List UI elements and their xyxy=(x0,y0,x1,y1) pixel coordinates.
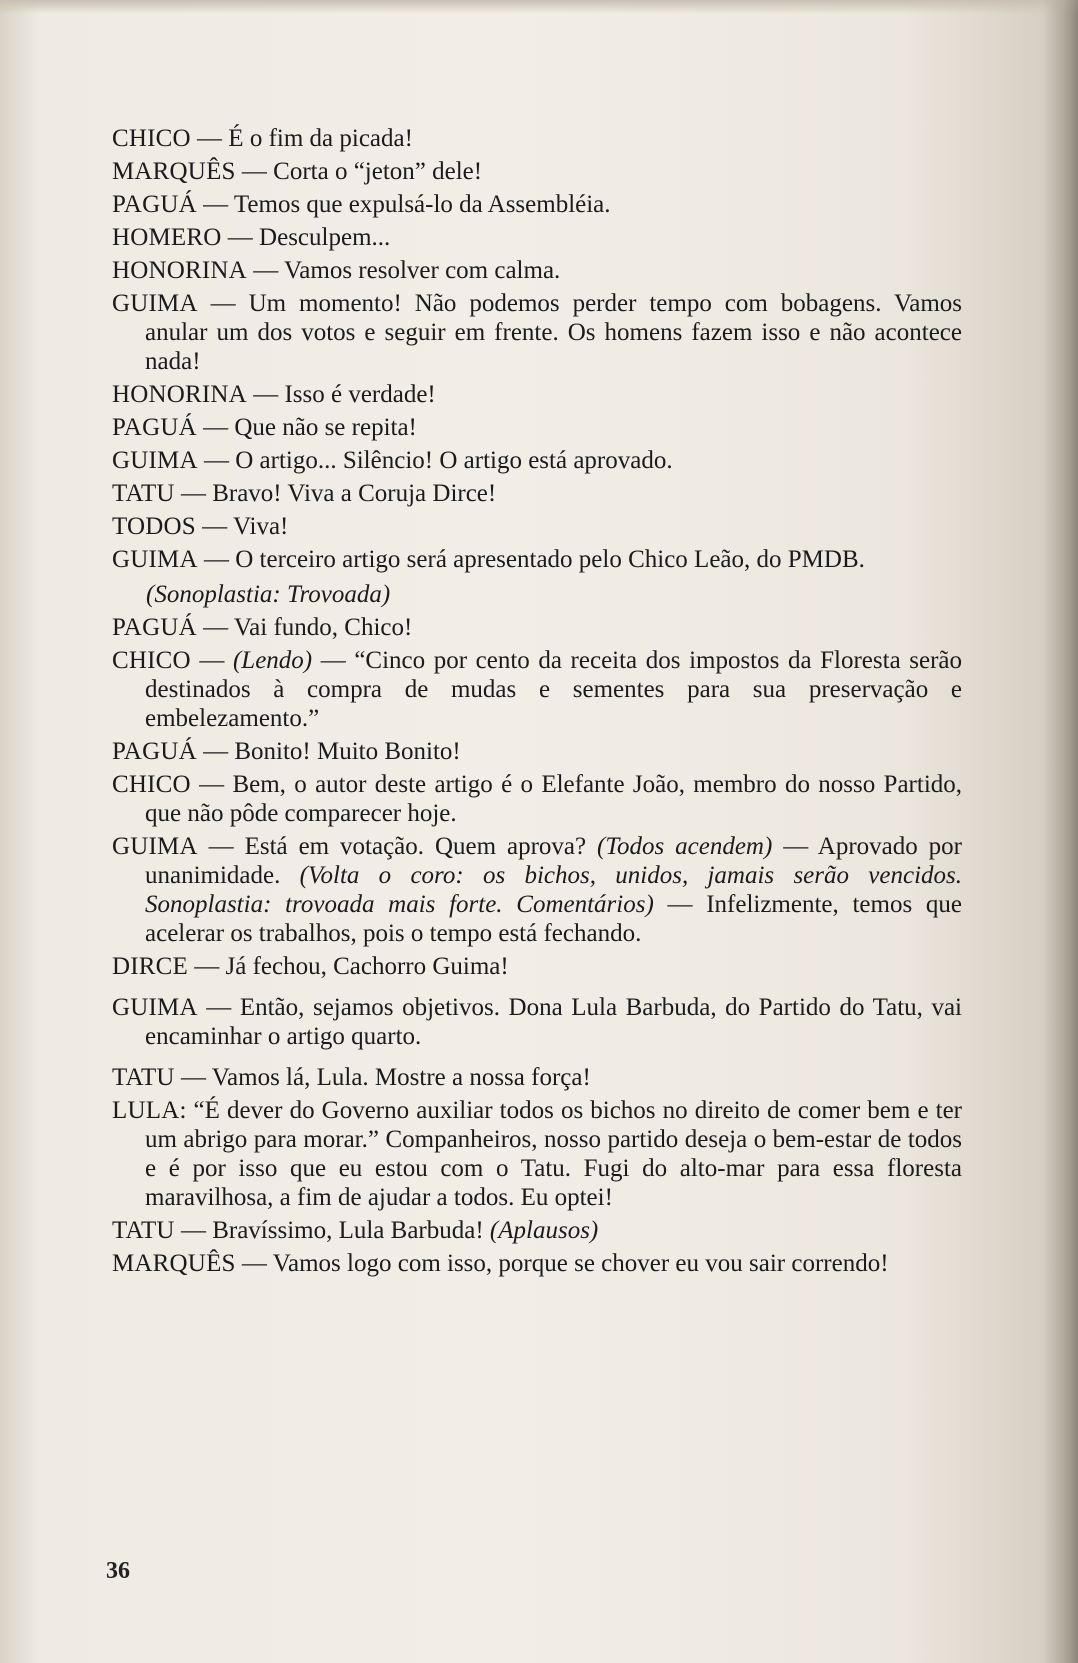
dialogue-text: “Cinco por cento da receita dos impostos da Floresta serão destinados à compra de mudas e sementes para sua preservação e embelezamento.” xyxy=(145,647,963,732)
dialogue-line: PAGUÁ — Temos que expulsá-lo da Assembléia. xyxy=(112,191,611,218)
dialogue-text: Corta o “jeton” dele! xyxy=(273,158,483,185)
dialogue-line: MARQUÊS — Corta o “jeton” dele! xyxy=(112,158,483,185)
dialogue-line: TATU — Bravo! Viva a Coruja Dirce! xyxy=(112,480,497,507)
speaker-name: CHICO xyxy=(112,647,191,674)
speaker-name: CHICO xyxy=(112,125,191,152)
dialogue-line: GUIMA — O artigo... Silêncio! O artigo está aprovado. xyxy=(112,447,673,474)
dialogue-text: É o fim da picada! xyxy=(228,125,413,152)
speaker-name: TATU xyxy=(112,480,175,507)
dialogue-line: PAGUÁ — Bonito! Muito Bonito! xyxy=(112,738,461,765)
dialogue-line: PAGUÁ — Vai fundo, Chico! xyxy=(112,614,413,641)
dialogue-line: GUIMA — Um momento! Não podemos perder tempo com bobagens. Vamos anular um dos votos e seguir em frente. Os homens fazem isso e não acontece nada! xyxy=(112,290,962,375)
dialogue-text: Está em votação. Quem aprova? xyxy=(244,833,598,860)
speaker-name: DIRCE xyxy=(112,953,188,980)
dialogue-text: Bem, o autor deste artigo é o Elefante João, membro do nosso Partido, que não pôde comparecer hoje. xyxy=(145,771,963,827)
speaker-name: MARQUÊS xyxy=(112,1250,236,1277)
speaker-name: PAGUÁ xyxy=(112,738,197,765)
dialogue-text: Que não se repita! xyxy=(234,414,417,441)
dialogue-text: Bravíssimo, Lula Barbuda! xyxy=(212,1217,490,1244)
dialogue-text: O terceiro artigo será apresentado pelo Chico Leão, do PMDB. xyxy=(235,546,865,573)
dialogue-line: LULA: “É dever do Governo auxiliar todos os bichos no direito de comer bem e ter um abrigo para morar.” Companheiros, nosso partido deseja o bem-estar de todos e é por isso que eu estou com o Tatu. Fugi do alto-mar para essa floresta maravilhosa, a fim de ajudar a todos. Eu optei! xyxy=(112,1097,962,1211)
dialogue-text: Viva! xyxy=(232,513,289,540)
page-top-shadow xyxy=(0,0,1078,14)
speaker-name: GUIMA xyxy=(112,546,198,573)
dialogue-text: Vamos lá, Lula. Mostre a nossa força! xyxy=(211,1064,591,1091)
speaker-name: MARQUÊS xyxy=(112,158,236,185)
dialogue-line: HONORINA — Isso é verdade! xyxy=(112,381,436,408)
inline-direction: (Volta o coro: os bichos, unidos, jamais serão vencidos. Sonoplastia: trovoada mais forte. Comentários) xyxy=(145,862,962,918)
stage-direction: (Sonoplastia: Trovoada) xyxy=(146,581,391,608)
speaker-name: TODOS xyxy=(112,513,196,540)
dialogue-line: CHICO — Bem, o autor deste artigo é o Elefante João, membro do nosso Partido, que não pôde comparecer hoje. xyxy=(112,771,963,827)
dialogue-text: Desculpem... xyxy=(259,224,391,251)
dialogue-line: CHICO — É o fim da picada! xyxy=(112,125,413,152)
speaker-name: TATU xyxy=(112,1217,175,1244)
speaker-name: HOMERO xyxy=(112,224,222,251)
speaker-name: GUIMA xyxy=(112,447,198,474)
dialogue-line: TATU — Bravíssimo, Lula Barbuda! (Aplausos) xyxy=(112,1217,599,1244)
dialogue-line: CHICO — (Lendo) — “Cinco por cento da receita dos impostos da Floresta serão destinados à compra de mudas e sementes para sua preservação e embelezamento.” xyxy=(112,647,963,732)
dialogue-text: Vamos resolver com calma. xyxy=(284,257,561,284)
speaker-name: PAGUÁ xyxy=(112,414,197,441)
dialogue-text: Bonito! Muito Bonito! xyxy=(234,738,461,765)
speaker-name: TATU xyxy=(112,1064,175,1091)
dialogue-line: HONORINA — Vamos resolver com calma. xyxy=(112,257,561,284)
speaker-name: PAGUÁ xyxy=(112,614,197,641)
dialogue-text: Isso é verdade! xyxy=(284,381,436,408)
dialogue-text: Vai fundo, Chico! xyxy=(233,614,413,641)
dialogue-text: “É dever do Governo auxiliar todos os bichos no direito de comer bem e ter um abrigo para morar.” Companheiros, nosso partido deseja o bem-estar de todos e é por isso que eu estou com o Tatu. Fugi do alto-mar para essa floresta maravilhosa, a fim de ajudar a todos. Eu optei! xyxy=(145,1097,962,1211)
book-spine-shadow xyxy=(1044,0,1078,1663)
speaker-name: LULA xyxy=(112,1097,180,1124)
dialogue-line: GUIMA — O terceiro artigo será apresentado pelo Chico Leão, do PMDB. xyxy=(112,546,865,573)
dialogue-text: Já fechou, Cachorro Guima! xyxy=(225,953,509,980)
dialogue-line: PAGUÁ — Que não se repita! xyxy=(112,414,417,441)
dialogue-line: TODOS — Viva! xyxy=(112,513,289,540)
speaker-name: GUIMA xyxy=(112,994,198,1021)
dialogue-text: O artigo... Silêncio! O artigo está aprovado. xyxy=(235,447,673,474)
speaker-name: CHICO xyxy=(112,771,191,798)
dialogue-line: MARQUÊS — Vamos logo com isso, porque se chover eu vou sair correndo! xyxy=(112,1250,889,1277)
speaker-name: HONORINA xyxy=(112,257,247,284)
dialogue-line: GUIMA — Está em votação. Quem aprova? (Todos acendem) — Aprovado por unanimidade. (Volta o coro: os bichos, unidos, jamais serão vencidos. Sonoplastia: trovoada mais forte. Comentários) — Infelizmente, temos que acelerar os trabalhos, pois o tempo está fechando. xyxy=(112,833,963,947)
inline-direction: (Lendo) xyxy=(232,647,313,674)
dialogue-text: Temos que expulsá-lo da Assembléia. xyxy=(233,191,611,218)
dialogue-line: DIRCE — Já fechou, Cachorro Guima! xyxy=(112,953,509,980)
dialogue-text: Vamos logo com isso, porque se chover eu vou sair correndo! xyxy=(272,1250,889,1277)
dialogue-line: HOMERO — Desculpem... xyxy=(112,224,391,251)
dialogue-text: Então, sejamos objetivos. Dona Lula Barbuda, do Partido do Tatu, vai encaminhar o artigo quarto. xyxy=(145,994,962,1050)
dialogue-line: GUIMA — Então, sejamos objetivos. Dona Lula Barbuda, do Partido do Tatu, vai encaminhar o artigo quarto. xyxy=(112,994,962,1050)
speaker-name: GUIMA xyxy=(112,833,198,860)
dialogue-text: Bravo! Viva a Coruja Dirce! xyxy=(212,480,497,507)
inline-direction: (Aplausos) xyxy=(489,1217,599,1244)
dialogue-text: — Aprovado por unanimidade. xyxy=(145,833,963,889)
speaker-name: PAGUÁ xyxy=(112,191,197,218)
dialogue-text: — Infelizmente, temos que acelerar os trabalhos, pois o tempo está fechando. xyxy=(145,891,962,947)
inline-direction: (Todos acendem) xyxy=(597,833,773,860)
speaker-name: HONORINA xyxy=(112,381,247,408)
dialogue-line: TATU — Vamos lá, Lula. Mostre a nossa força! xyxy=(112,1064,591,1091)
play-script-body xyxy=(112,124,962,1282)
page-number: 36 xyxy=(106,1558,130,1584)
speaker-name: GUIMA xyxy=(112,290,198,317)
dialogue-text: Um momento! Não podemos perder tempo com bobagens. Vamos anular um dos votos e seguir em frente. Os homens fazem isso e não acontece nada! xyxy=(145,290,962,375)
